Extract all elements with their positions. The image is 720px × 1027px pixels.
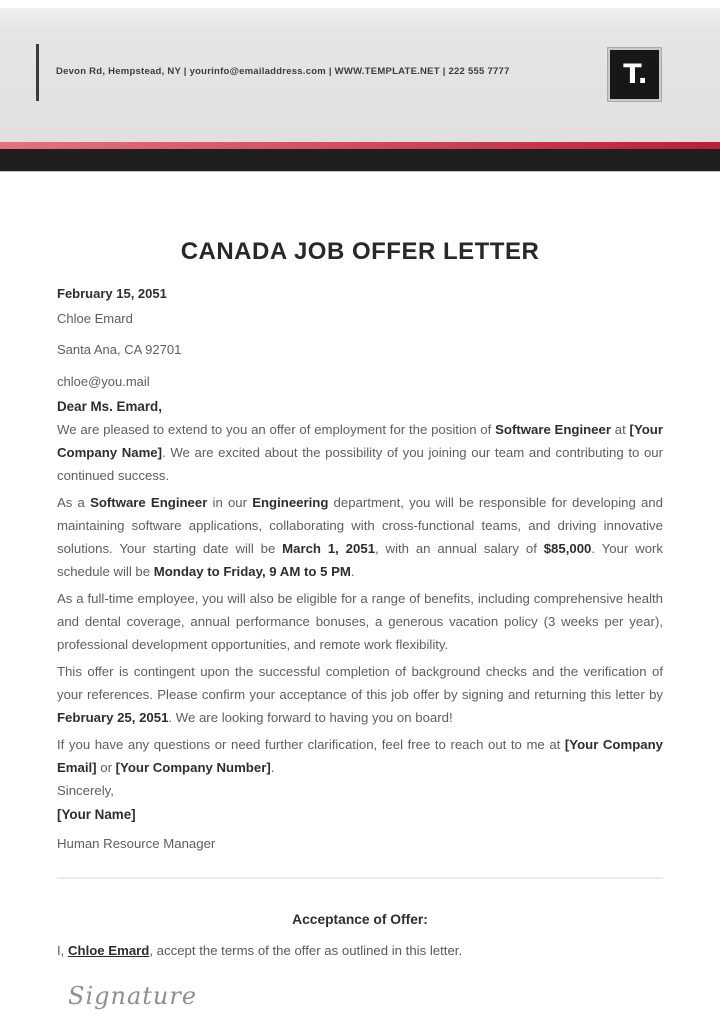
text-segment: . bbox=[270, 760, 275, 775]
brand-logo bbox=[608, 48, 661, 101]
paragraph-questions bbox=[57, 733, 663, 779]
text-segment: , accept the terms of the offer as outlined in this letter. bbox=[149, 943, 463, 958]
text-segment: I, bbox=[57, 943, 68, 958]
text-segment: in our bbox=[207, 495, 253, 510]
text-segment: . We are excited about the possibility of you joining our team and contributing to our continued success. bbox=[57, 445, 664, 483]
text-segment: Software Engineer bbox=[90, 495, 208, 510]
sender-name: [Your Name] bbox=[57, 807, 136, 822]
section-divider bbox=[57, 877, 663, 879]
salutation: Dear Ms. Emard, bbox=[57, 399, 162, 414]
brand-logo-letter: T. bbox=[623, 59, 648, 90]
text-segment: . We are looking forward to having you on board! bbox=[168, 710, 453, 725]
text-segment: [Your Company Email] bbox=[57, 737, 663, 775]
text-segment: March 1, 2051 bbox=[282, 541, 376, 556]
text-segment: Software Engineer bbox=[495, 422, 611, 437]
accent-bar bbox=[36, 44, 39, 101]
letter-title: CANADA JOB OFFER LETTER bbox=[180, 238, 540, 265]
acceptance-line bbox=[57, 943, 663, 958]
text-segment: [Your Company Number] bbox=[115, 760, 271, 775]
contact-line: Devon Rd, Hempstead, NY | yourinfo@emailaddress.com | WWW.TEMPLATE.NET | 222 555 7777 bbox=[56, 66, 510, 77]
closing-sincerely: Sincerely, bbox=[57, 783, 114, 798]
text-segment: February 25, 2051 bbox=[57, 710, 169, 725]
paragraph-benefits bbox=[57, 587, 663, 656]
paragraph-offer bbox=[57, 418, 663, 487]
acceptance-heading: Acceptance of Offer: bbox=[292, 912, 428, 927]
paragraph-role bbox=[57, 491, 663, 583]
recipient-address: Santa Ana, CA 92701 bbox=[57, 342, 182, 357]
text-segment: . bbox=[350, 564, 355, 579]
text-segment: department, you will be responsible for developing and maintaining software applications, collaborating with cross-functional teams, and driving innovative solutions. Your starting date will be bbox=[57, 495, 663, 556]
letter-date: February 15, 2051 bbox=[57, 286, 167, 301]
red-stripe bbox=[0, 142, 720, 149]
letterhead-band bbox=[0, 8, 720, 142]
text-segment: , with an annual salary of bbox=[375, 541, 544, 556]
sender-role: Human Resource Manager bbox=[57, 836, 216, 851]
document-page bbox=[0, 8, 720, 1027]
signature-script: Signature bbox=[68, 982, 198, 1010]
acceptance-name: Chloe Emard bbox=[68, 943, 150, 958]
text-segment: at bbox=[611, 422, 630, 437]
letter-content bbox=[0, 238, 720, 1010]
black-stripe bbox=[0, 149, 720, 172]
recipient-email: chloe@you.mail bbox=[57, 374, 150, 389]
text-segment: $85,000 bbox=[543, 541, 592, 556]
text-segment: As a full-time employee, you will also be eligible for a range of benefits, including comprehensive health and dental coverage, annual performance bonuses, a generous vacation policy (3 weeks per year), professional development opportunities, and remote work flexibility. bbox=[57, 591, 663, 652]
paragraph-contingency bbox=[57, 660, 663, 729]
text-segment: Monday to Friday, 9 AM to 5 PM bbox=[153, 564, 351, 579]
text-segment: If you have any questions or need further clarification, feel free to reach out to me at bbox=[57, 737, 565, 752]
text-segment: . Your work schedule will be bbox=[57, 541, 664, 579]
text-segment: This offer is contingent upon the successful completion of background checks and the verification of your references. Please confirm your acceptance of this job offer by signing and returning this letter by bbox=[57, 664, 663, 702]
text-segment: or bbox=[96, 760, 116, 775]
letterhead bbox=[0, 8, 720, 172]
recipient-name: Chloe Emard bbox=[57, 311, 133, 326]
text-segment: [Your Company Name] bbox=[57, 422, 663, 460]
text-segment: We are pleased to extend to you an offer of employment for the position of bbox=[57, 422, 496, 437]
text-segment: Engineering bbox=[252, 495, 329, 510]
text-segment: As a bbox=[57, 495, 91, 510]
